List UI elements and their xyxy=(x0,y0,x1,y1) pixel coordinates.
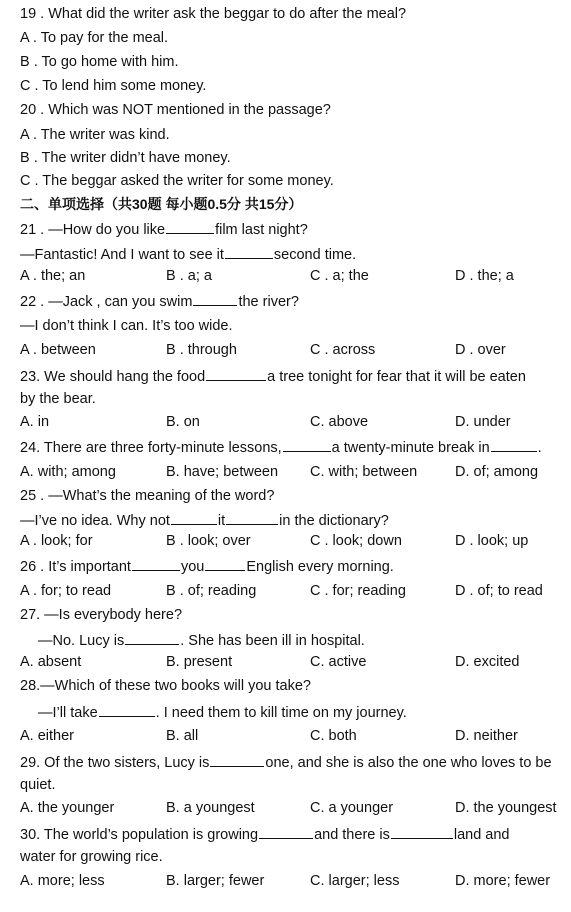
answer-blank xyxy=(225,244,273,259)
question-22-line-1: 22 . —Jack , can you swim the river? xyxy=(20,291,568,311)
answer-blank xyxy=(259,824,313,839)
q19-option-a: A . To pay for the meal. xyxy=(20,30,169,46)
answer-blank xyxy=(132,556,180,571)
answer-blank xyxy=(206,366,266,381)
question-26: 26 . It’s important you English every morning. xyxy=(20,556,568,576)
question-19: 19 . What did the writer ask the beggar to do after the meal? xyxy=(20,6,407,22)
question-23-line-2: by the bear. xyxy=(20,391,96,407)
question-25-line-2: —I’ve no idea. Why not it in the dictionary? xyxy=(20,510,568,530)
question-29-line-2: quiet. xyxy=(20,777,56,793)
q20-option-a: A . The writer was kind. xyxy=(20,127,170,143)
answer-blank xyxy=(99,702,155,717)
q20-option-b: B . The writer didn’t have money. xyxy=(20,150,231,166)
question-30-line-1: 30. The world’s population is growing and there is land and xyxy=(20,824,568,844)
answer-blank xyxy=(205,556,245,571)
question-20: 20 . Which was NOT mentioned in the passage? xyxy=(20,102,331,118)
answer-blank xyxy=(171,510,217,525)
question-24: 24. There are three forty-minute lessons, a twenty-minute break in . xyxy=(20,437,568,457)
q19-option-b: B . To go home with him. xyxy=(20,54,179,70)
question-25-line-1: 25 . —What’s the meaning of the word? xyxy=(20,488,275,504)
q19-option-c: C . To lend him some money. xyxy=(20,78,207,94)
q20-option-c: C . The beggar asked the writer for some money. xyxy=(20,173,334,189)
question-30-line-2: water for growing rice. xyxy=(20,849,163,865)
question-21-line-1: 21 . —How do you like film last night? xyxy=(20,219,568,239)
answer-blank xyxy=(210,752,264,767)
question-23-line-1: 23. We should hang the food a tree tonight for fear that it will be eaten xyxy=(20,366,568,386)
answer-blank xyxy=(193,291,237,306)
question-28-line-1: 28.—Which of these two books will you take? xyxy=(20,678,311,694)
worksheet-page: 19 . What did the writer ask the beggar to do after the meal? A . To pay for the meal. B . To go home with him. C . To lend him some money. 20 . Which was NOT mentioned in the passage? A . The writer was kind. B . The writer didn’t have money. C . The beggar asked the writer for some money. 二、单项选择（共30题 每小题0.5分 共15分） 21 . —How do you like film last night? —Fantastic! And I want to see it second time. A . the; an B . a; a C . a; the D . the; a 22 . —Jack , can you swim the river? —I don’t think I can. It’s too wide. A . between B . through C . across D . over 23. We should hang the food a tree tonight for fear that it will be eaten by the bear. A. in B. on C. above D. under 24. There are three forty-minute lessons, a twenty-minute break in . A. with; among B. have; between C. with; between D. of; among 25 . —What’s the meaning of the word? —I’ve no idea. Why not it in the dictionary? A . look; for B . look; over C . look; down D . look; up 26 . It’s important you English every morning. A . for; to read B . of; reading C . for; reading D . of; to read 27. —Is everybody here? —No. Lucy is . She has been ill in hospital. A. absent B. present C. active D. excited 28.—Which of these two books will you take? —I’ll take . I need them to kill time on my journey. A. either B. all C. both D. neither 29. Of the two sisters, Lucy is one, and she is also the one who loves to be quiet. A. the younger B. a youngest C. a younger D. the youngest 30. The world’s population is growing and there is land and water for growing rice. A. more; less B. larger; fewer C. larger; less D. more; fewer xyxy=(0,0,571,912)
question-28-line-2: —I’ll take . I need them to kill time on my journey. xyxy=(38,702,571,722)
answer-blank xyxy=(125,630,179,645)
question-22-line-2: —I don’t think I can. It’s too wide. xyxy=(20,318,233,334)
question-27-line-2: —No. Lucy is . She has been ill in hospital. xyxy=(38,630,571,650)
answer-blank xyxy=(491,437,537,452)
question-29-line-1: 29. Of the two sisters, Lucy is one, and she is also the one who loves to be xyxy=(20,752,568,772)
section-heading: 二、单项选择（共30题 每小题0.5分 共15分） xyxy=(20,196,303,212)
answer-blank xyxy=(391,824,453,839)
answer-blank xyxy=(166,219,214,234)
answer-blank xyxy=(226,510,278,525)
question-21-line-2: —Fantastic! And I want to see it second time. xyxy=(20,244,568,264)
question-27-line-1: 27. —Is everybody here? xyxy=(20,607,183,623)
answer-blank xyxy=(283,437,331,452)
